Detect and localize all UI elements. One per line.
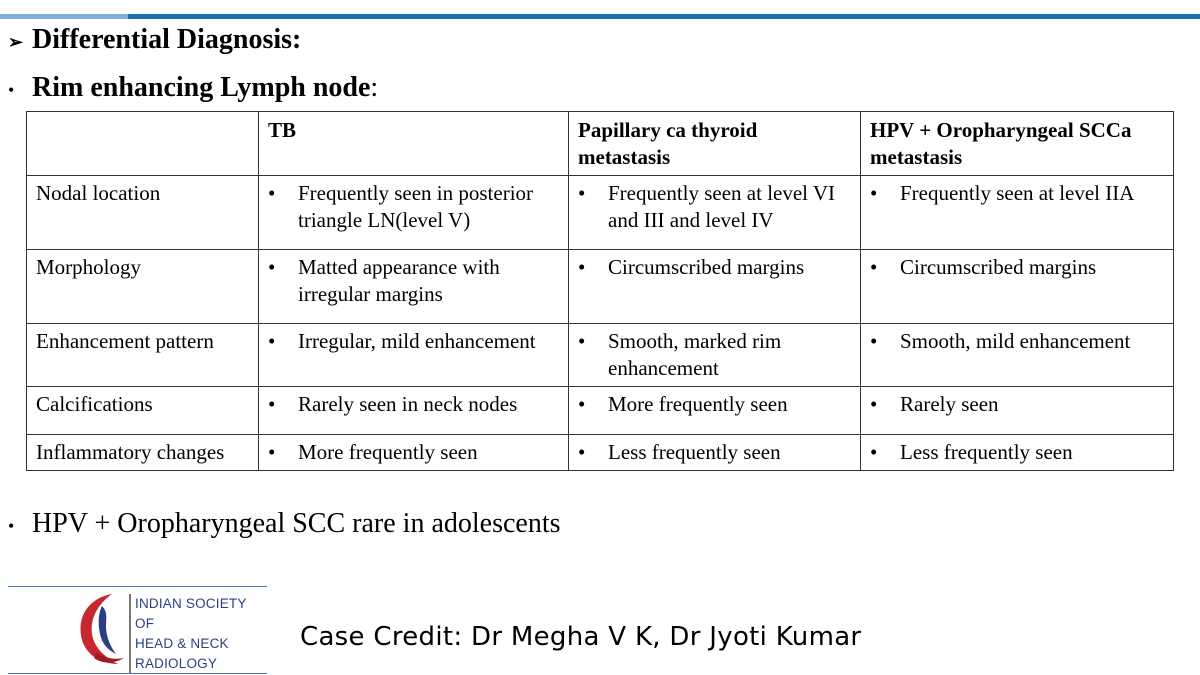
logo-top-rule bbox=[8, 586, 267, 587]
subheading-text: Rim enhancing Lymph node bbox=[32, 72, 371, 103]
bullet-icon: • bbox=[578, 181, 586, 205]
cell-text: More frequently seen bbox=[608, 392, 788, 416]
table-row bbox=[27, 435, 1174, 471]
cell-text: Less frequently seen bbox=[900, 440, 1073, 464]
logo-text-line: INDIAN SOCIETY OF bbox=[135, 596, 247, 631]
cell-text: Frequently seen in posterior triangle LN(level V) bbox=[298, 181, 534, 232]
bullet-icon: • bbox=[268, 255, 276, 279]
slide-heading bbox=[8, 24, 301, 56]
cell-text: Circumscribed margins bbox=[608, 255, 805, 279]
bullet-icon: • bbox=[8, 80, 15, 100]
table-header-cell: HPV + Oropharyngeal SCCa metastasis bbox=[861, 112, 1174, 176]
table-cell bbox=[259, 435, 569, 471]
bullet-icon: • bbox=[578, 440, 586, 464]
table-cell bbox=[569, 435, 861, 471]
table-cell bbox=[861, 324, 1174, 387]
bullet-icon: • bbox=[268, 329, 276, 353]
heading-text: Differential Diagnosis: bbox=[32, 24, 302, 55]
row-label: Morphology bbox=[27, 250, 259, 324]
table-header-cell: TB bbox=[259, 112, 569, 176]
cell-text: Less frequently seen bbox=[608, 440, 781, 464]
logo-text bbox=[129, 594, 268, 674]
table-row bbox=[27, 250, 1174, 324]
table-cell bbox=[569, 176, 861, 250]
bullet-icon: • bbox=[870, 329, 878, 353]
table-header-cell bbox=[27, 112, 259, 176]
differential-table bbox=[26, 111, 1174, 471]
cell-text: Rarely seen in neck nodes bbox=[298, 392, 518, 416]
cell-text: Rarely seen bbox=[900, 392, 999, 416]
cell-text: Frequently seen at level IIA bbox=[900, 181, 1135, 205]
note-line bbox=[8, 508, 561, 540]
case-credit: Case Credit: Dr Megha V K, Dr Jyoti Kumar bbox=[300, 622, 862, 652]
table-cell bbox=[569, 324, 861, 387]
bullet-icon: • bbox=[268, 440, 276, 464]
table-cell bbox=[569, 250, 861, 324]
note-text: HPV + Oropharyngeal SCC rare in adolescents bbox=[32, 508, 561, 539]
bullet-icon: • bbox=[268, 392, 276, 416]
row-label: Nodal location bbox=[27, 176, 259, 250]
table-cell bbox=[861, 387, 1174, 435]
subheading-suffix: : bbox=[370, 72, 379, 103]
head-neck-logo-icon bbox=[72, 588, 132, 668]
row-label: Calcifications bbox=[27, 387, 259, 435]
cell-text: Irregular, mild enhancement bbox=[298, 329, 536, 353]
row-label: Enhancement pattern bbox=[27, 324, 259, 387]
bullet-icon: • bbox=[870, 392, 878, 416]
table-row bbox=[27, 324, 1174, 387]
bullet-icon: • bbox=[870, 440, 878, 464]
table-cell bbox=[861, 250, 1174, 324]
arrow-bullet-icon: ➢ bbox=[8, 32, 24, 52]
bullet-icon: • bbox=[870, 255, 878, 279]
cell-text: Frequently seen at level VI and III and level IV bbox=[608, 181, 836, 232]
table-cell bbox=[259, 176, 569, 250]
table-cell bbox=[861, 435, 1174, 471]
cell-text: Circumscribed margins bbox=[900, 255, 1097, 279]
slide-subheading bbox=[8, 72, 378, 104]
bullet-icon: • bbox=[578, 255, 586, 279]
table-row bbox=[27, 176, 1174, 250]
logo-text-line: HEAD & NECK bbox=[135, 636, 229, 651]
row-label: Inflammatory changes bbox=[27, 435, 259, 471]
logo-bottom-rule bbox=[8, 673, 267, 674]
header-accent-bar-light bbox=[0, 14, 128, 19]
bullet-icon: • bbox=[578, 329, 586, 353]
table-row bbox=[27, 387, 1174, 435]
table-cell bbox=[259, 387, 569, 435]
table-cell bbox=[259, 250, 569, 324]
cell-text: Smooth, mild enhancement bbox=[900, 329, 1131, 353]
society-logo bbox=[8, 586, 268, 674]
bullet-icon: • bbox=[578, 392, 586, 416]
cell-text: Matted appearance with irregular margins bbox=[298, 255, 500, 306]
table-cell bbox=[569, 387, 861, 435]
table-cell bbox=[861, 176, 1174, 250]
cell-text: More frequently seen bbox=[298, 440, 478, 464]
table-header-cell: Papillary ca thyroid metastasis bbox=[569, 112, 861, 176]
bullet-icon: • bbox=[8, 516, 15, 536]
table-header-row bbox=[27, 112, 1174, 176]
header-accent-bar bbox=[0, 14, 1200, 19]
table-cell bbox=[259, 324, 569, 387]
logo-text-line: RADIOLOGY bbox=[135, 656, 218, 671]
bullet-icon: • bbox=[268, 181, 276, 205]
cell-text: Smooth, marked rim enhancement bbox=[608, 329, 782, 380]
bullet-icon: • bbox=[870, 181, 878, 205]
